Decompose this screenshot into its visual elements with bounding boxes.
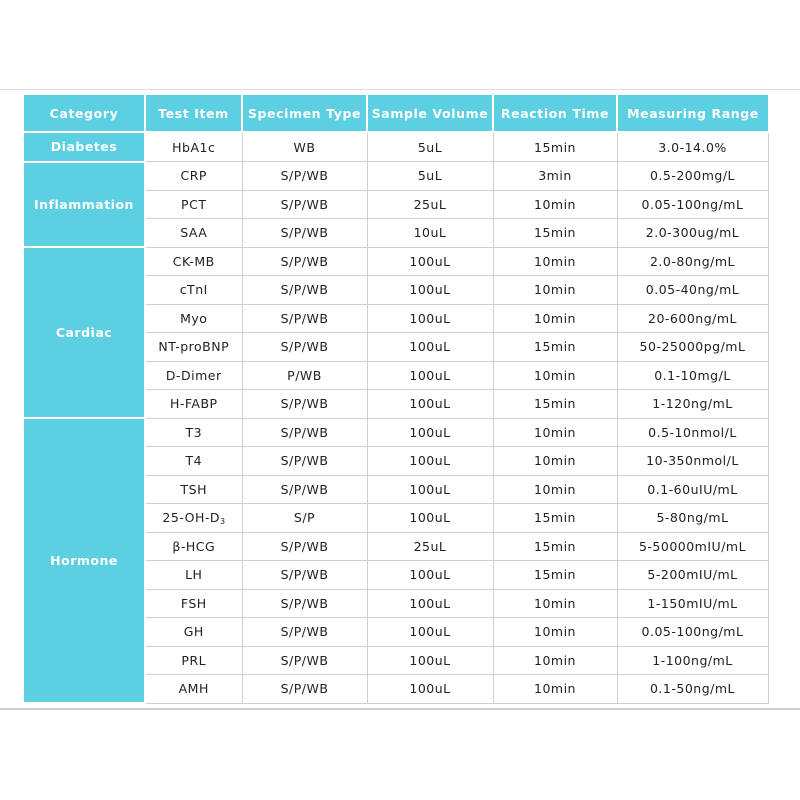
volume-cell: 100uL [367, 304, 493, 333]
specimen-cell: S/P/WB [242, 475, 367, 504]
test-item-cell: β-HCG [145, 532, 242, 561]
spec-table [24, 95, 769, 704]
volume-cell: 100uL [367, 504, 493, 533]
time-cell: 15min [493, 219, 617, 248]
range-cell: 10-350nmol/L [617, 447, 768, 476]
test-item-cell: PCT [145, 190, 242, 219]
specimen-cell: S/P/WB [242, 219, 367, 248]
range-cell: 0.1-10mg/L [617, 361, 768, 390]
time-cell: 10min [493, 190, 617, 219]
volume-cell: 5uL [367, 162, 493, 191]
range-cell: 0.05-40ng/mL [617, 276, 768, 305]
volume-cell: 100uL [367, 333, 493, 362]
volume-cell: 100uL [367, 475, 493, 504]
specimen-cell: S/P [242, 504, 367, 533]
top-divider [0, 89, 800, 90]
specimen-cell: S/P/WB [242, 304, 367, 333]
time-cell: 10min [493, 589, 617, 618]
header-reaction-time: Reaction Time [493, 95, 617, 132]
header-measuring-range: Measuring Range [617, 95, 768, 132]
header-test-item: Test Item [145, 95, 242, 132]
specimen-cell: S/P/WB [242, 247, 367, 276]
specimen-cell: S/P/WB [242, 447, 367, 476]
specimen-cell: S/P/WB [242, 190, 367, 219]
specimen-cell: S/P/WB [242, 589, 367, 618]
range-cell: 0.05-100ng/mL [617, 618, 768, 647]
time-cell: 15min [493, 504, 617, 533]
range-cell: 5-80ng/mL [617, 504, 768, 533]
test-item-cell: T4 [145, 447, 242, 476]
test-item-cell: FSH [145, 589, 242, 618]
range-cell: 0.5-10nmol/L [617, 418, 768, 447]
test-item-cell: T3 [145, 418, 242, 447]
test-item-cell: CK-MB [145, 247, 242, 276]
time-cell: 10min [493, 646, 617, 675]
time-cell: 10min [493, 447, 617, 476]
category-cell: Inflammation [24, 162, 145, 248]
volume-cell: 100uL [367, 447, 493, 476]
test-item-cell: H-FABP [145, 390, 242, 419]
range-cell: 50-25000pg/mL [617, 333, 768, 362]
time-cell: 10min [493, 361, 617, 390]
time-cell: 10min [493, 475, 617, 504]
range-cell: 5-200mIU/mL [617, 561, 768, 590]
table-row [24, 418, 768, 447]
volume-cell: 25uL [367, 190, 493, 219]
specimen-cell: S/P/WB [242, 333, 367, 362]
test-item-cell: NT-proBNP [145, 333, 242, 362]
specimen-cell: S/P/WB [242, 276, 367, 305]
specimen-cell: S/P/WB [242, 418, 367, 447]
test-item-cell: cTnI [145, 276, 242, 305]
volume-cell: 100uL [367, 646, 493, 675]
time-cell: 15min [493, 561, 617, 590]
header-row [24, 95, 768, 132]
time-cell: 10min [493, 276, 617, 305]
specimen-cell: S/P/WB [242, 532, 367, 561]
test-item-cell: GH [145, 618, 242, 647]
specimen-cell: S/P/WB [242, 618, 367, 647]
header-sample-volume: Sample Volume [367, 95, 493, 132]
volume-cell: 100uL [367, 589, 493, 618]
bottom-divider [0, 708, 800, 710]
time-cell: 10min [493, 675, 617, 704]
table-row [24, 162, 768, 191]
test-item-cell: HbA1c [145, 132, 242, 162]
test-item-cell: LH [145, 561, 242, 590]
range-cell: 1-120ng/mL [617, 390, 768, 419]
range-cell: 2.0-300ug/mL [617, 219, 768, 248]
table-header [24, 95, 768, 132]
specimen-cell: S/P/WB [242, 162, 367, 191]
range-cell: 0.1-50ng/mL [617, 675, 768, 704]
specimen-cell: S/P/WB [242, 561, 367, 590]
test-item-cell: CRP [145, 162, 242, 191]
table-row [24, 132, 768, 162]
specimen-cell: S/P/WB [242, 675, 367, 704]
test-item-subscript: 3 [220, 516, 226, 526]
time-cell: 10min [493, 618, 617, 647]
header-specimen-type: Specimen Type [242, 95, 367, 132]
test-item-text: 25-OH-D [162, 509, 221, 525]
test-item-cell: PRL [145, 646, 242, 675]
volume-cell: 100uL [367, 247, 493, 276]
test-item-cell: D-Dimer [145, 361, 242, 390]
category-cell: Hormone [24, 418, 145, 703]
time-cell: 10min [493, 418, 617, 447]
specimen-cell: S/P/WB [242, 646, 367, 675]
volume-cell: 100uL [367, 675, 493, 704]
volume-cell: 100uL [367, 418, 493, 447]
table-body [24, 132, 768, 703]
range-cell: 5-50000mIU/mL [617, 532, 768, 561]
volume-cell: 100uL [367, 390, 493, 419]
test-item-cell: TSH [145, 475, 242, 504]
header-category: Category [24, 95, 145, 132]
table-row [24, 247, 768, 276]
range-cell: 1-100ng/mL [617, 646, 768, 675]
range-cell: 2.0-80ng/mL [617, 247, 768, 276]
volume-cell: 100uL [367, 561, 493, 590]
volume-cell: 25uL [367, 532, 493, 561]
range-cell: 0.5-200mg/L [617, 162, 768, 191]
range-cell: 20-600ng/mL [617, 304, 768, 333]
time-cell: 15min [493, 333, 617, 362]
test-item-cell: Myo [145, 304, 242, 333]
time-cell: 15min [493, 132, 617, 162]
test-item-cell: AMH [145, 675, 242, 704]
volume-cell: 100uL [367, 361, 493, 390]
volume-cell: 100uL [367, 276, 493, 305]
volume-cell: 10uL [367, 219, 493, 248]
category-cell: Diabetes [24, 132, 145, 162]
specimen-cell: P/WB [242, 361, 367, 390]
specimen-cell: S/P/WB [242, 390, 367, 419]
range-cell: 0.1-60uIU/mL [617, 475, 768, 504]
test-item-cell: SAA [145, 219, 242, 248]
specimen-cell: WB [242, 132, 367, 162]
volume-cell: 5uL [367, 132, 493, 162]
time-cell: 15min [493, 390, 617, 419]
time-cell: 3min [493, 162, 617, 191]
test-item-cell [145, 504, 242, 533]
time-cell: 10min [493, 247, 617, 276]
category-cell: Cardiac [24, 247, 145, 418]
volume-cell: 100uL [367, 618, 493, 647]
time-cell: 10min [493, 304, 617, 333]
range-cell: 0.05-100ng/mL [617, 190, 768, 219]
range-cell: 3.0-14.0% [617, 132, 768, 162]
time-cell: 15min [493, 532, 617, 561]
range-cell: 1-150mIU/mL [617, 589, 768, 618]
